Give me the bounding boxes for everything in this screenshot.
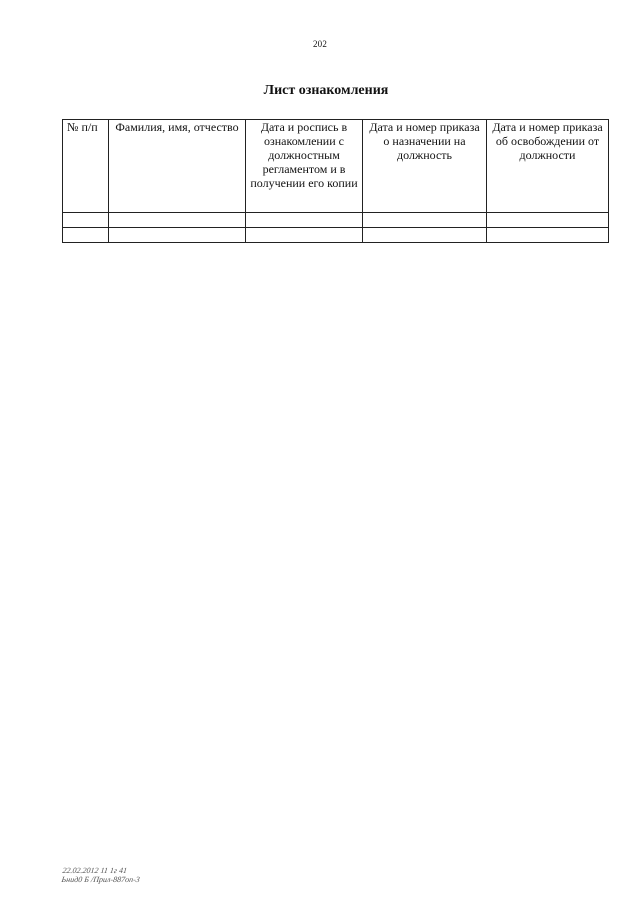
table-row xyxy=(63,213,609,228)
table-cell xyxy=(363,213,487,228)
page-number: 202 xyxy=(312,39,328,49)
header-full-name: Фамилия, имя, отчество xyxy=(109,120,246,213)
table-cell xyxy=(63,213,109,228)
table-row xyxy=(63,228,609,243)
header-appointment-order: Дата и номер приказа о назначении на должность xyxy=(363,120,487,213)
acknowledgement-table xyxy=(62,119,609,243)
table-cell xyxy=(363,228,487,243)
header-dismissal-order: Дата и номер приказа об освобождении от должности xyxy=(487,120,609,213)
table-cell xyxy=(63,228,109,243)
header-acknowledgement-signature: Дата и роспись в ознакомлении с должностным регламентом и в получении его копии xyxy=(246,120,363,213)
table-cell xyxy=(246,228,363,243)
table-cell xyxy=(109,228,246,243)
table-header-row xyxy=(63,120,609,213)
table-cell xyxy=(487,213,609,228)
document-footer xyxy=(61,866,141,884)
table-cell xyxy=(109,213,246,228)
footer-line-date: 22.02.2012 11 1г 41 xyxy=(62,866,128,875)
document-title: Лист ознакомления xyxy=(263,83,389,98)
table-cell xyxy=(487,228,609,243)
footer-line-reference: Ьнид0 Б /Прил-887оп-3 xyxy=(61,875,141,885)
header-number: № п/п xyxy=(63,120,109,213)
table-cell xyxy=(246,213,363,228)
